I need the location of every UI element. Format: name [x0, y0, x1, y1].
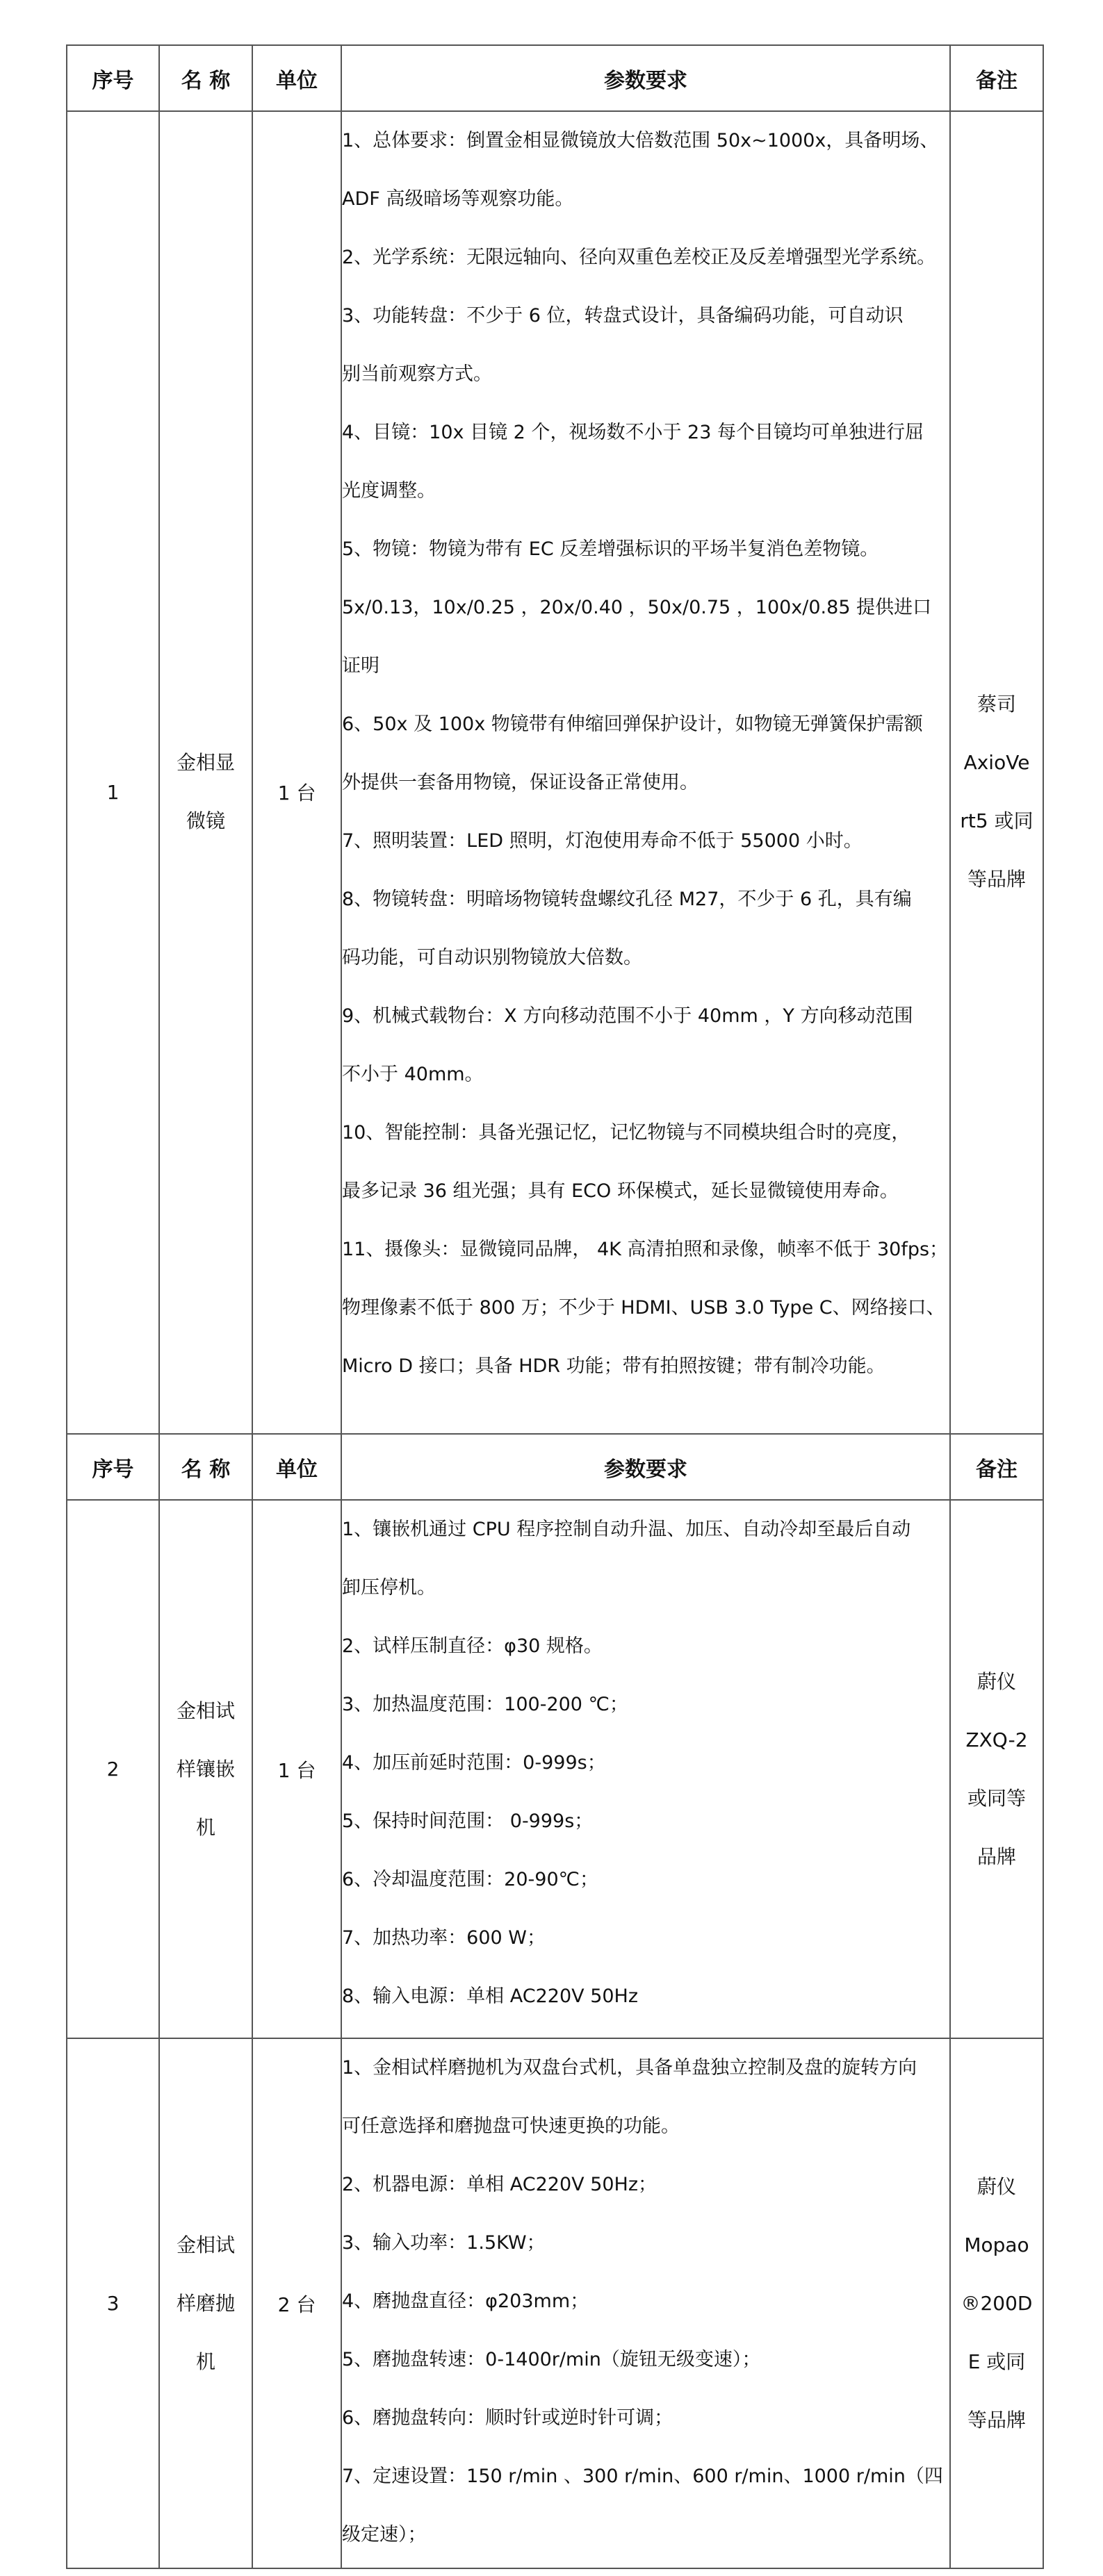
header-note: 备注 — [950, 1434, 1043, 1500]
row-name — [159, 111, 252, 1473]
requirement-line: 8、输入电源：单相 AC220V 50Hz — [342, 1985, 639, 2007]
row-seq: 1 — [67, 111, 159, 1473]
row-requirements — [341, 2038, 950, 2568]
requirement-line: 3、功能转盘：不少于 6 位，转盘式设计，具备编码功能，可自动识 — [342, 305, 904, 327]
row-note — [950, 111, 1043, 1473]
requirement-line: 不小于 40mm。 — [342, 1064, 484, 1085]
requirement-line: 2、机器电源：单相 AC220V 50Hz； — [342, 2174, 657, 2195]
header-seq: 序号 — [67, 45, 159, 111]
row-name — [159, 2038, 252, 2568]
header-name: 名 称 — [159, 45, 252, 111]
row-name — [159, 1500, 252, 2038]
requirement-line: 8、物镜转盘：明暗场物镜转盘螺纹孔径 M27，不少于 6 孔，具有编 — [342, 889, 912, 910]
table-header-row — [67, 1434, 1043, 1500]
requirement-line: 9、机械式载物台：X 方向移动范围不小于 40mm ，Y 方向移动范围 — [342, 1005, 913, 1027]
requirement-line: 7、加热功率：600 W； — [342, 1927, 546, 1949]
name-line: 金相试 — [176, 2233, 235, 2256]
name-line: 机 — [195, 2350, 215, 2373]
requirement-line: 10、智能控制：具备光强记忆，记忆物镜与不同模块组合时的亮度， — [342, 1122, 910, 1143]
note-line: 品牌 — [977, 1844, 1016, 1868]
row-unit: 1 台 — [252, 111, 341, 1473]
name-line: 金相显 — [176, 751, 235, 774]
note-line: Mopao — [964, 2233, 1029, 2256]
row-seq: 3 — [67, 2038, 159, 2568]
header-seq: 序号 — [67, 1434, 159, 1500]
requirement-line: 可任意选择和磨抛盘可快速更换的功能。 — [342, 2115, 680, 2137]
table-header-row — [67, 45, 1043, 111]
table-row — [67, 111, 1043, 1473]
header-unit: 单位 — [252, 1434, 341, 1500]
requirement-line: 级定速）； — [342, 2524, 427, 2545]
requirement-line: ADF 高级暗场等观察功能。 — [342, 188, 574, 210]
requirement-line: 证明 — [342, 655, 379, 677]
note-line: ®200D — [961, 2291, 1033, 2315]
table-row — [67, 2038, 1043, 2568]
note-line: AxioVe — [963, 751, 1030, 774]
row-note — [950, 1500, 1043, 2038]
requirement-line: 7、定速设置：150 r/min 、300 r/min、600 r/min、1000 r/min（四 — [342, 2466, 943, 2487]
table-row — [67, 1500, 1043, 2038]
requirement-line: 6、磨抛盘转向：顺时针或逆时针可调； — [342, 2407, 673, 2429]
note-line: 蔚仪 — [977, 2174, 1016, 2198]
row-requirements — [341, 111, 950, 1473]
requirement-line: 光度调整。 — [342, 480, 436, 502]
spec-table-1 — [66, 44, 1044, 1473]
requirement-line: 1、镶嵌机通过 CPU 程序控制自动升温、加压、自动冷却至最后自动 — [342, 1519, 911, 1540]
note-line: ZXQ-2 — [965, 1728, 1028, 1751]
note-line: 等品牌 — [967, 868, 1026, 891]
row-requirements — [341, 1500, 950, 2038]
requirement-line: 1、金相试样磨抛机为双盘台式机，具备单盘独立控制及盘的旋转方向 — [342, 2057, 917, 2079]
name-line: 金相试 — [176, 1699, 235, 1722]
requirement-line: 6、50x 及 100x 物镜带有伸缩回弹保护设计，如物镜无弹簧保护需额 — [342, 713, 923, 735]
requirement-line: 3、加热温度范围：100-200 ℃； — [342, 1694, 628, 1715]
requirement-line: 最多记录 36 组光强；具有 ECO 环保模式，延长显微镜使用寿命。 — [342, 1180, 899, 1202]
requirement-line: 5、磨抛盘转速：0-1400r/min（旋钮无级变速）； — [342, 2349, 761, 2370]
row-note — [950, 2038, 1043, 2568]
requirement-line: 码功能，可自动识别物镜放大倍数。 — [342, 947, 642, 968]
note-line: 蔡司 — [977, 693, 1016, 716]
requirement-line: 卸压停机。 — [342, 1577, 436, 1599]
requirement-line: 11、摄像头：显微镜同品牌， 4K 高清拍照和录像，帧率不低于 30fps； — [342, 1239, 949, 1260]
row-unit: 1 台 — [252, 1500, 341, 2038]
header-note: 备注 — [950, 45, 1043, 111]
requirement-line: 5x/0.13，10x/0.25 ，20x/0.40 ，50x/0.75 ，100x/0.85 提供进口 — [342, 597, 932, 618]
name-line: 样磨抛 — [176, 2291, 235, 2315]
name-line: 样镶嵌 — [176, 1757, 235, 1781]
note-line: 蔚仪 — [977, 1669, 1016, 1693]
header-name: 名 称 — [159, 1434, 252, 1500]
requirement-line: 3、输入功率：1.5KW； — [342, 2232, 546, 2254]
name-line: 微镜 — [186, 809, 225, 832]
note-line: 或同等 — [967, 1786, 1026, 1810]
requirement-line: 外提供一套备用物镜，保证设备正常使用。 — [342, 772, 698, 793]
header-requirements: 参数要求 — [341, 1434, 950, 1500]
spec-table-2 — [66, 1433, 1044, 2569]
name-line: 机 — [195, 1815, 215, 1839]
requirement-line: 5、保持时间范围： 0-999s； — [342, 1810, 594, 1832]
row-unit: 2 台 — [252, 2038, 341, 2568]
requirement-line: Micro D 接口；具备 HDR 功能；带有拍照按键；带有制冷功能。 — [342, 1355, 885, 1377]
requirement-line: 4、磨抛盘直径：φ203mm； — [342, 2290, 589, 2312]
header-unit: 单位 — [252, 45, 341, 111]
requirement-line: 5、物镜：物镜为带有 EC 反差增强标识的平场半复消色差物镜。 — [342, 538, 879, 560]
note-line: E 或同 — [967, 2350, 1026, 2373]
row-seq: 2 — [67, 1500, 159, 2038]
requirement-line: 物理像素不低于 800 万；不少于 HDMI、USB 3.0 Type C、网络接口、 — [342, 1297, 945, 1319]
note-line: 等品牌 — [967, 2408, 1026, 2431]
note-line: rt5 或同 — [960, 809, 1033, 832]
requirement-line: 2、试样压制直径：φ30 规格。 — [342, 1635, 603, 1657]
requirement-line: 6、冷却温度范围：20-90℃； — [342, 1869, 598, 1890]
requirement-line: 7、照明装置：LED 照明，灯泡使用寿命不低于 55000 小时。 — [342, 830, 863, 852]
requirement-line: 4、目镜：10x 目镜 2 个，视场数不小于 23 每个目镜均可单独进行屈 — [342, 422, 924, 443]
requirement-line: 1、总体要求：倒置金相显微镜放大倍数范围 50x~1000x，具备明场、 — [342, 130, 939, 151]
requirement-line: 4、加压前延时范围：0-999s； — [342, 1752, 606, 1774]
requirement-line: 别当前观察方式。 — [342, 363, 492, 385]
requirement-line: 2、光学系统：无限远轴向、径向双重色差校正及反差增强型光学系统。 — [342, 247, 936, 268]
header-requirements: 参数要求 — [341, 45, 950, 111]
